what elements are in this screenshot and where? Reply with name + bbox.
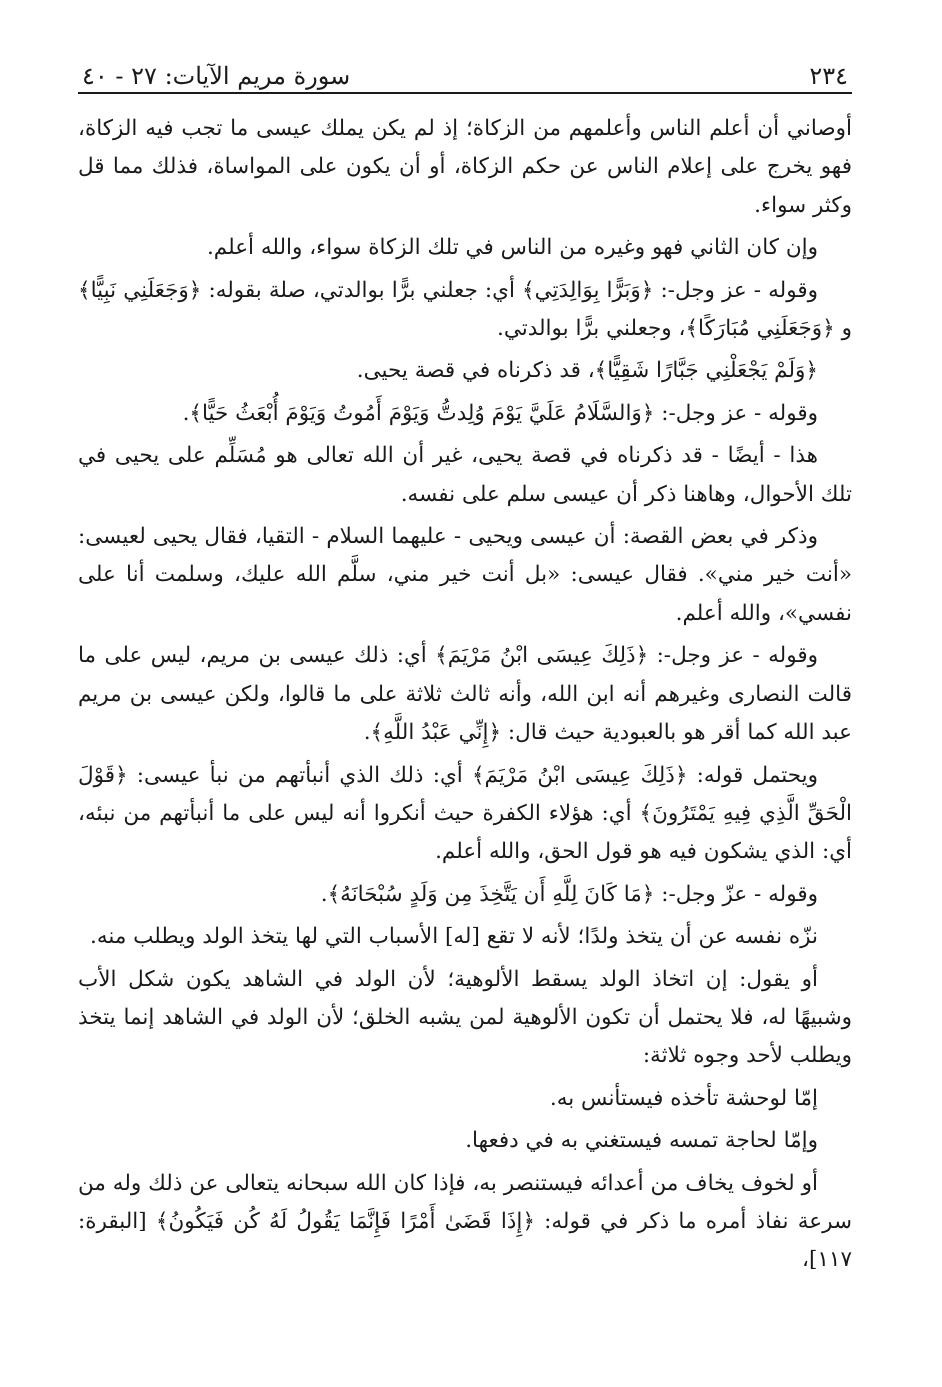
paragraph: أوصاني أن أعلم الناس وأعلمهم من الزكاة؛ إذ لم يكن يملك عيسى ما تجب فيه الزكاة، فهو يخرج على إعلام الناس عن حكم الزكاة، أو أن يكون على المواساة، فذلك مما قل وكثر سواء. (78, 116, 852, 218)
paragraph: أو لخوف يخاف من أعدائه فيستنصر به، فإذا كان الله سبحانه يتعالى عن ذلك وله من سرعة نفاذ أمره ما ذكر في قوله: ﴿إِذَا قَضَىٰ أَمْرًا فَإِنَّمَا يَقُولُ لَهُ كُن فَيَكُونُ﴾ [البقرة: ١١٧]، (78, 1170, 852, 1273)
paragraph: وإمّا لحاجة تمسه فيستغني به في دفعها. (465, 1128, 818, 1154)
chapter-title: سورة مريم الآيات: ٢٧ - ٤٠ (82, 62, 351, 90)
paragraph: نزّه نفسه عن أن يتخذ ولدًا؛ لأنه لا تقع [له] الأسباب التي لها يتخذ الولد ويطلب منه. (89, 924, 818, 950)
paragraph: إمّا لوحشة تأخذه فيستأنس به. (549, 1085, 818, 1111)
header-rule (78, 92, 852, 94)
paragraph: وقوله - عز وجل-: ﴿ذَلِكَ عِيسَى ابْنُ مَرْيَمَ﴾ أي: ذلك عيسى بن مريم، ليس على ما قالت النصارى وغيرهم أنه ابن الله، وأنه ثالث ثلاثة على ما قالوا، ولكن عيسى بن مريم عبد الله كما أقر هو بالعبودية حيث قال: ﴿إِنِّي عَبْدُ اللَّهِ﴾. (78, 643, 852, 746)
paragraph: ويحتمل قوله: ﴿ذَلِكَ عِيسَى ابْنُ مَرْيَمَ﴾ أي: ذلك الذي أنبأتهم من نبأ عيسى: ﴿قَوْلَ الْحَقِّ الَّذِي فِيهِ يَمْتَرُونَ﴾ أي: هؤلاء الكفرة حيث أنكروا أنه ليس على ما أنبأتهم من نبئه، أي: الذي يشكون فيه هو قول الحق، والله أعلم. (78, 762, 852, 865)
paragraph: ﴿وَلَمْ يَجْعَلْنِي جَبَّارًا شَقِيًّا﴾، قد ذكرناه في قصة يحيى. (356, 358, 818, 384)
page-header (78, 52, 852, 90)
paragraph: وقوله - عز وجل-: ﴿وَبَرًّا بِوَالِدَتِي﴾ أي: جعلني برًّا بوالدتي، صلة بقوله: ﴿وَجَعَلَنِي نَبِيًّا﴾ و ﴿وَجَعَلَنِي مُبَارَكًا﴾، وجعلني برًّا بوالدتي. (78, 277, 852, 342)
paragraph: أو يقول: إن اتخاذ الولد يسقط الألوهية؛ لأن الولد في الشاهد يكون شكل الأب وشبيهًا له، فلا يحتمل أن تكون الألوهية لمن يشبه الخلق؛ لأن الولد في الشاهد إنما يتخذ ويطلب لأحد وجوه ثلاثة: (78, 966, 852, 1069)
page-body (78, 110, 852, 1280)
paragraph: وقوله - عز وجل-: ﴿وَالسَّلَامُ عَلَيَّ يَوْمَ وُلِدتُّ وَيَوْمَ أَمُوتُ وَيَوْمَ أُبْعَثُ حَيًّا﴾. (182, 400, 818, 426)
book-page (78, 52, 852, 1280)
page-number: ٢٣٤ (809, 62, 848, 90)
paragraph: وذكر في بعض القصة: أن عيسى ويحيى - عليهما السلام - التقيا، فقال يحيى لعيسى: «أنت خير مني». فقال عيسى: «بل أنت خير مني، سلَّم الله عليك، وسلمت أنا على نفسي»، والله أعلم. (78, 524, 852, 626)
paragraph: هذا - أيضًا - قد ذكرناه في قصة يحيى، غير أن الله تعالى هو مُسَلِّم على يحيى في تلك الأحوال، وهاهنا ذكر أن عيسى سلم على نفسه. (78, 443, 852, 507)
paragraph: وقوله - عزّ وجل-: ﴿مَا كَانَ لِلَّهِ أَن يَتَّخِذَ مِن وَلَدٍ سُبْحَانَهُ﴾. (320, 881, 818, 907)
paragraph: وإن كان الثاني فهو وغيره من الناس في تلك الزكاة سواء، والله أعلم. (206, 235, 818, 261)
